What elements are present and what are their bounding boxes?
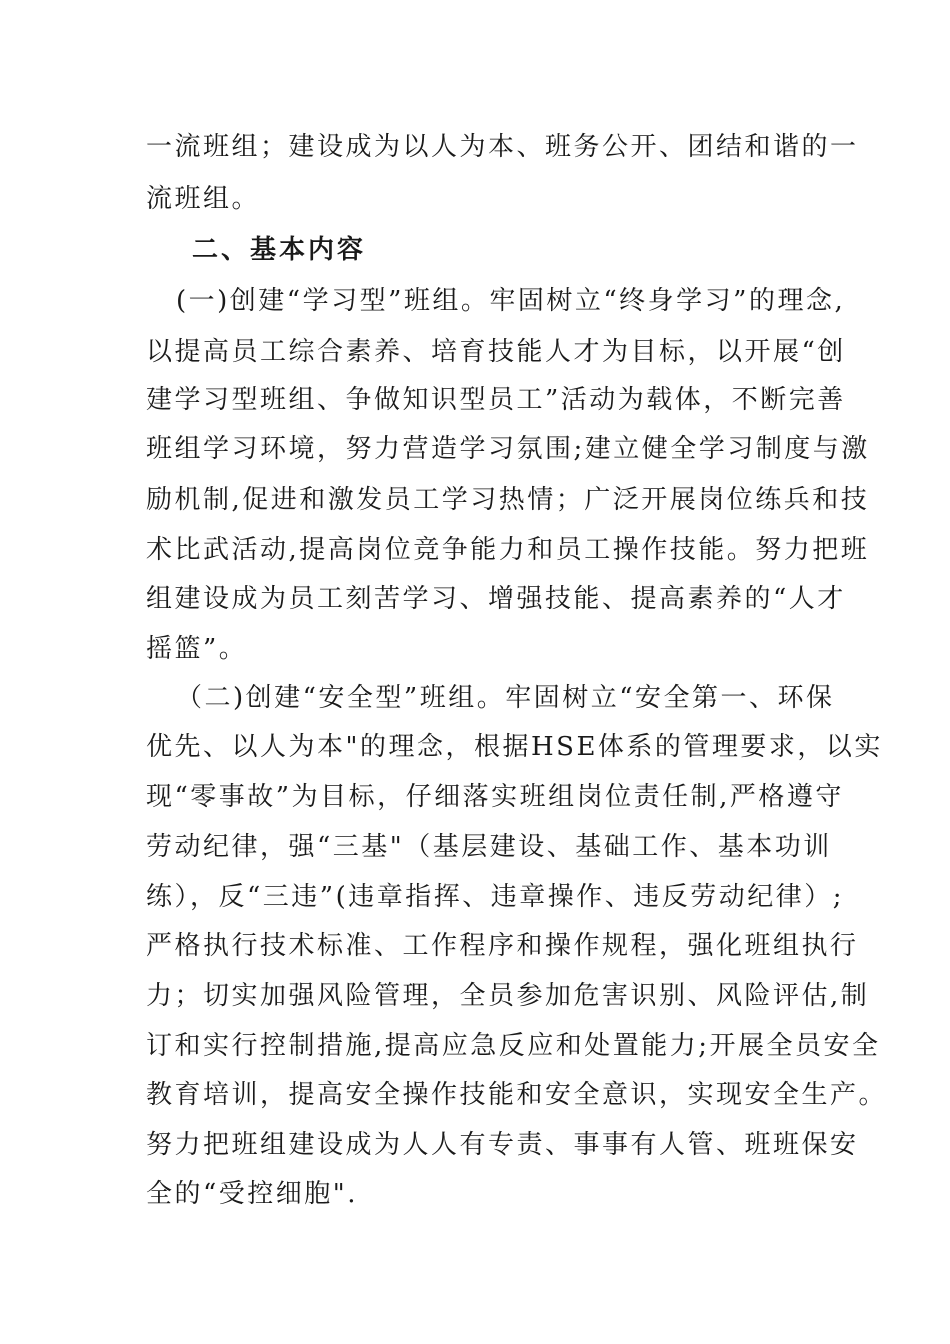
text-line: 教育培训，提高安全操作技能和安全意识，实现安全生产。 (146, 1080, 888, 1110)
text-line: 现“零事故”为目标，仔细落实班组岗位责任制,严格遵守 (146, 782, 844, 812)
text-line: 订和实行控制措施,提高应急反应和处置能力;开展全员安全 (146, 1031, 881, 1061)
text-line: 建学习型班组、争做知识型员工”活动为载体，不断完善 (146, 385, 846, 415)
text-line: 严格执行技术标准、工作程序和操作规程，强化班组执行 (146, 931, 859, 961)
text-line: 力；切实加强风险管理，全员参加危害识别、风险评估,制 (146, 981, 870, 1011)
text-line: 励机制,促进和激发员工学习热情；广泛开展岗位练兵和技 (146, 485, 870, 515)
text-line: 劳动纪律，强“三基"（基层建设、基础工作、基本功训 (146, 832, 832, 862)
text-line: 摇篮”。 (146, 634, 248, 664)
section-heading: 二、基本内容 (192, 235, 367, 265)
text-line: 一流班组；建设成为以人为本、班务公开、团结和谐的一 (146, 132, 859, 162)
text-line: 优先、以人为本"的理念，根据HSE体系的管理要求，以实 (146, 732, 883, 762)
text-line: 全的“受控细胞". (146, 1179, 359, 1209)
text-line: 以提高员工综合素养、培育技能人才为目标，以开展“创 (146, 337, 846, 367)
text-line: 努力把班组建设成为人人有专责、事事有人管、班班保安 (146, 1130, 859, 1160)
text-line: 术比武活动,提高岗位竞争能力和员工操作技能。努力把班 (146, 535, 870, 565)
text-line: 组建设成为员工刻苦学习、增强技能、提高素养的“人才 (146, 584, 846, 614)
text-line: (一)创建“学习型”班组。牢固树立“终身学习”的理念, (176, 286, 846, 316)
text-line: 练），反“三违”(违章指挥、违章操作、违反劳动纪律）; (146, 882, 844, 912)
text-line: （二)创建“安全型”班组。牢固树立“安全第一、环保 (176, 683, 835, 713)
text-line: 班组学习环境，努力营造学习氛围;建立健全学习制度与激 (146, 434, 870, 464)
text-line: 流班组。 (146, 184, 261, 214)
